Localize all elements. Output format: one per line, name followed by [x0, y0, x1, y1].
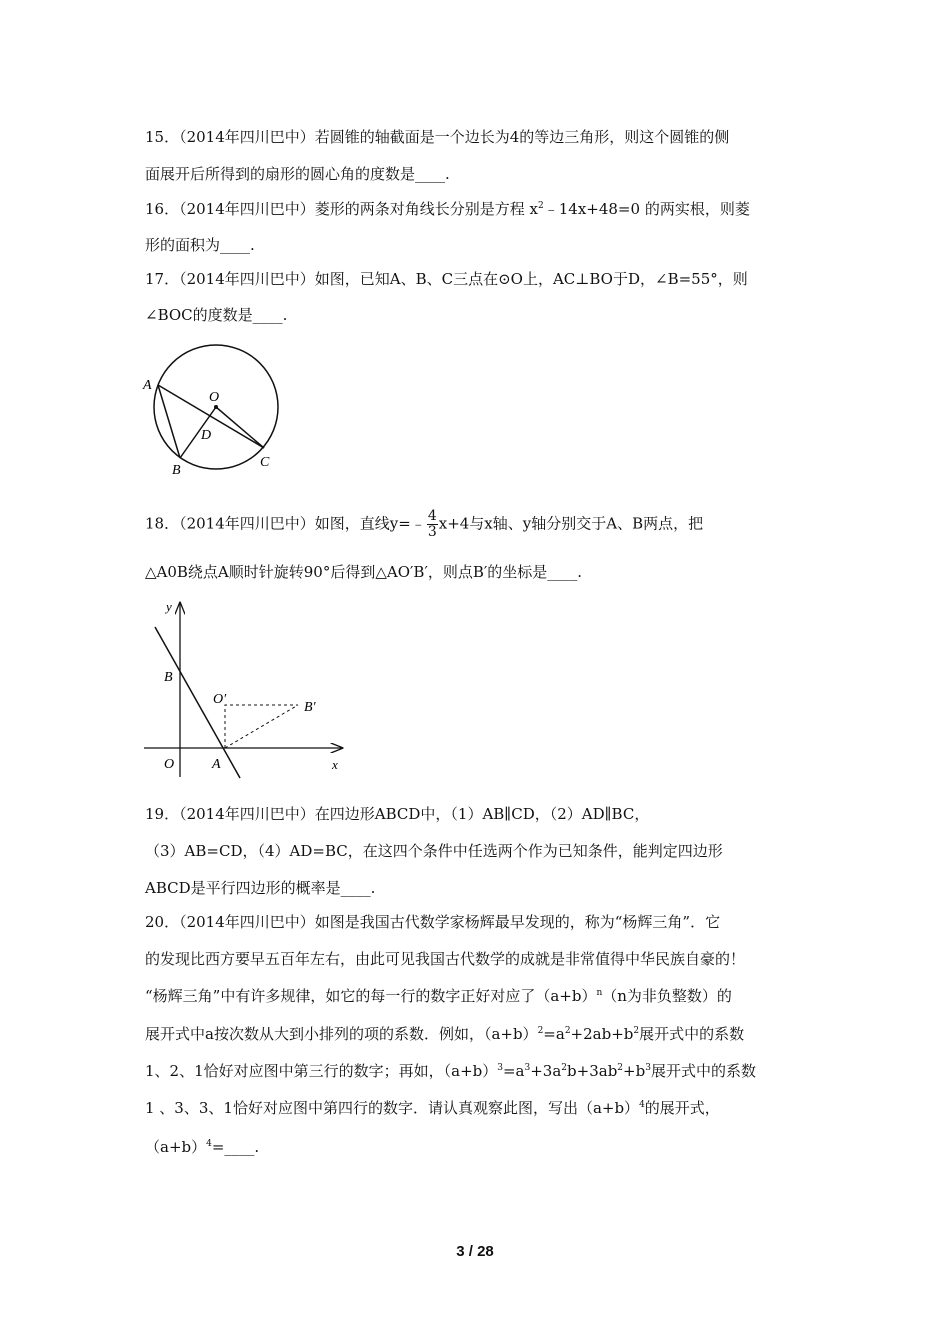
q16-line2: 形的面积为____. [145, 236, 255, 254]
q19-line3: ABCD是平行四边形的概率是____. [145, 879, 376, 897]
q20-l4-s1: 2 [537, 1026, 544, 1036]
q20-l4-a: 展开式中a按次数从大到小排列的项的系数．例如，（a+b） [145, 1025, 538, 1043]
q20-l6-b: 的展开式， [644, 1099, 720, 1117]
label-o: O [164, 757, 175, 772]
q20-l6-a: 1 、3、3、1恰好对应图中第四行的数字．请认真观察此图，写出（a+b） [145, 1099, 640, 1117]
q18-line2: △A0B绕点A顺时针旋转90°后得到△AO′B′，则点B′的坐标是____. [145, 563, 583, 581]
q20-l3-sup: n [596, 988, 603, 998]
q17-circle-figure [138, 338, 288, 483]
label-b-prime: B′ [304, 700, 316, 715]
q15-line1: 15．（2014年四川巴中）若圆锥的轴截面是一个边长为4的等边三角形，则这个圆锥的侧 [145, 128, 730, 146]
line-ab [155, 627, 240, 778]
q20-l5-f: 展开式中的系数 [650, 1062, 756, 1080]
q20-l6-sup: 4 [639, 1100, 645, 1110]
q20-line6 [145, 1098, 720, 1118]
q15-line2: 面展开后所得到的扇形的圆心角的度数是____. [145, 165, 450, 183]
segment-ab-prime [225, 705, 298, 748]
q18-fraction [427, 509, 438, 540]
q16-sup: 2 [538, 201, 544, 211]
q20-l5-s1: 3 [497, 1063, 503, 1073]
q20-line5 [145, 1061, 756, 1081]
q16-line1 [145, 199, 750, 219]
q18-line1 [145, 509, 703, 549]
q20-l7-a: （a+b） [145, 1138, 207, 1156]
q20-line2: 的发现比西方要早五百年左右，由此可见我国古代数学的成就是非常值得中华民族自豪的！ [145, 950, 746, 968]
label-d: D [201, 428, 212, 443]
q18-frac-num: 4 [427, 508, 437, 524]
q19-line1: 19．（2014年四川巴中）在四边形ABCD中，（1）AB∥CD，（2）AD∥BC， [145, 805, 650, 823]
q20-l5-s4: 2 [617, 1063, 624, 1073]
q20-l5-s5: 3 [645, 1063, 651, 1073]
q20-l5-a: 1、2、1恰好对应图中第三行的数字；再如，（a+b） [145, 1062, 498, 1080]
label-a: A [212, 757, 221, 772]
center-point [214, 405, 218, 409]
q20-l5-s3: 2 [561, 1063, 568, 1073]
q20-line3 [145, 986, 732, 1006]
q20-l4-c: +2ab+b [570, 1025, 634, 1043]
q19-line2: （3）AB=CD，（4）AD=BC，在这四个条件中任选两个作为已知条件，能判定四边形 [145, 842, 723, 860]
q20-line1: 20．（2014年四川巴中）如图是我国古代数学家杨辉最早发现的，称为“杨辉三角”．它 [145, 913, 721, 931]
page-number: 3 / 28 [456, 1243, 494, 1260]
q20-line7 [145, 1137, 259, 1157]
q20-l5-c: +3a [530, 1062, 562, 1080]
q20-l7-sup: 4 [206, 1139, 212, 1149]
q20-l7-b: =____. [211, 1138, 260, 1156]
q20-l4-s3: 2 [633, 1026, 640, 1036]
q20-l4-s2: 2 [564, 1026, 571, 1036]
segment-oc [216, 407, 264, 448]
q20-l4-d: 展开式中的系数 [639, 1025, 745, 1043]
q17-line1: 17．（2014年四川巴中）如图，已知A、B、C三点在⊙O上，AC⊥BO于D，∠B=55°，则 [145, 270, 748, 288]
q20-l5-s2: 3 [524, 1063, 531, 1073]
q20-line4 [145, 1024, 744, 1044]
label-c: C [260, 455, 270, 470]
q16-text-a: 16．（2014年四川巴中）菱形的两条对角线长分别是方程 x [145, 200, 538, 218]
q17-line2: ∠BOC的度数是____. [145, 306, 288, 324]
label-y: y [166, 599, 172, 614]
q20-l3-a: “杨辉三角”中有许多规律，如它的每一行的数字正好对应了（a+b） [145, 987, 597, 1005]
label-o: O [209, 390, 220, 405]
q16-text-b: ﹣14x+48=0 的两实根，则菱 [543, 200, 750, 218]
q20-l5-e: +b [623, 1062, 646, 1080]
q18-frac-den: 3 [427, 524, 437, 540]
label-a: A [143, 378, 152, 393]
q18-text-a: 18．（2014年四川巴中）如图，直线y=﹣ [145, 514, 426, 533]
label-x: x [332, 757, 338, 772]
label-b: B [172, 463, 181, 478]
q20-l3-b: （n为非负整数）的 [602, 987, 732, 1005]
q20-l5-d: b+3ab [567, 1062, 618, 1080]
q18-text-b: x+4与x轴、y轴分别交于A、B两点，把 [438, 514, 704, 533]
q20-l4-b: =a [543, 1025, 565, 1043]
label-o-prime: O′ [213, 692, 227, 707]
q20-l5-b: =a [502, 1062, 525, 1080]
label-b: B [164, 670, 173, 685]
q18-coordinate-figure [140, 595, 355, 780]
